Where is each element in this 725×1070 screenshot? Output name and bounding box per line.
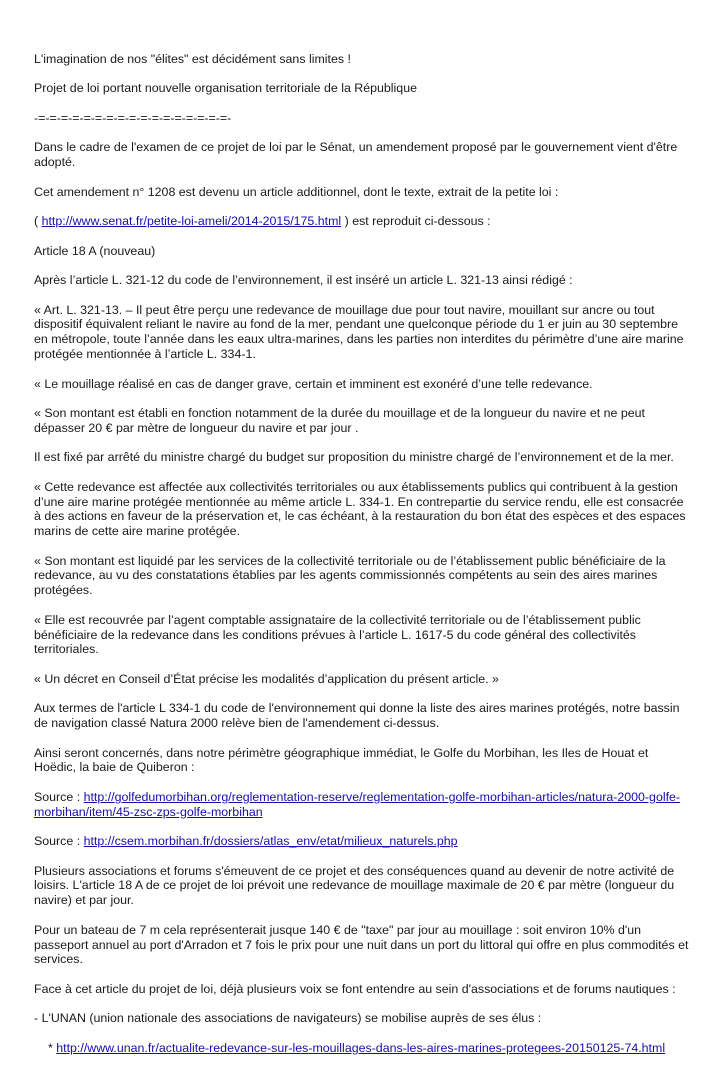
associations-paragraph: Plusieurs associations et forums s'émeuvent de ce projet et des conséquences quand au devenir de notre activité de loisirs. L'article 18 A de ce projet de loi prévoit une redevance de mouillage maximale de 20 € par mètre (longueur du navire) et par jour.: [34, 863, 675, 908]
context-paragraph: Dans le cadre de l'examen de ce projet de loi par le Sénat, un amendement proposé par le gouvernement vient d'être adopté.: [34, 140, 678, 170]
article-clause-2: « Le mouillage réalisé en cas de danger grave, certain et imminent est exonéré d’une telle redevance.: [34, 376, 593, 391]
article-intro: Après l’article L. 321-12 du code de l’environnement, il est inséré un article L. 321-13 ainsi rédigé :: [34, 273, 573, 288]
bullet-marker: *: [48, 1040, 57, 1055]
amendment-paragraph: Cet amendement n° 1208 est devenu un article additionnel, dont le texte, extrait de la petite loi :: [34, 184, 559, 199]
intro-line: L'imagination de nos "élites" est décidément sans limites !: [34, 52, 351, 66]
bill-title: Projet de loi portant nouvelle organisation territoriale de la République: [34, 81, 417, 96]
article-clause-4: Il est fixé par arrêté du ministre chargé du budget sur proposition du ministre chargé de l’environnement et de la mer.: [34, 450, 674, 465]
article-heading: Article 18 A (nouveau): [34, 243, 156, 258]
unan-link-bullet: [34, 1041, 690, 1056]
article-clause-1: « Art. L. 321-13. – Il peut être perçu une redevance de mouillage due pour tout navire, mouillant sur ancre ou tout dispositif équivalent reliant le navire au fond de la mer, pendant une quelconque période du 1 er juin au 30 septembre en métropole, toute l’année dans les eaux ultra-marines, dans les parties non interdites du périmètre d’une aire marine protégée mentionnée à l’article L. 334-1.: [34, 302, 684, 362]
source-label: Source :: [34, 834, 84, 849]
source-csem-paragraph: [34, 834, 690, 849]
voices-paragraph: Face à cet article du projet de loi, déjà plusieurs voix se font entendre au sein d'associations et de forums nautiques :: [34, 981, 676, 996]
article-clause-5: « Cette redevance est affectée aux collectivités territoriales ou aux établissements publics qui contribuent à la gestion d’une aire marine protégée mentionnée au même article L. 334-1. En contrepartie du service rendu, elle est consacrée à des actions en faveur de la préservation et, le cas échéant, à la restauration du bon état des espèces et des espaces marins de cette aire marine protégée.: [34, 479, 686, 539]
senat-link[interactable]: http://www.senat.fr/petite-loi-ameli/2014-2015/175.html: [41, 214, 342, 229]
document-body: [34, 52, 690, 1070]
article-clause-7: « Elle est recouvrée par l’agent comptable assignataire de la collectivité territoriale ou de l’établissement public bénéficiaire de la redevance dans les conditions prévues à l’article L. 1617-5 du code général des collectivités territoriales.: [34, 612, 641, 657]
cost-example-paragraph: Pour un bateau de 7 m cela représenterait jusque 140 € de "taxe" par jour au mouillage : soit environ 10% d'un passeport annuel au port d'Arradon et 7 fois le prix pour une nuit dans un port du littoral qui offre en plus commodités et services.: [34, 922, 689, 967]
source-golfe-paragraph: [34, 790, 690, 820]
article-clause-6: « Son montant est liquidé par les services de la collectivité territoriale ou de l’établissement public bénéficiaire de la redevance, au vu des constatations établies par les agents commissionnés compétents au sein des aires marines protégées.: [34, 553, 666, 598]
text-prefix: (: [34, 214, 42, 229]
source-label: Source :: [34, 789, 84, 804]
separator-line: -=-=-=-=-=-=-=-=-=-=-=-=-=-=-=-=-=-: [34, 110, 232, 125]
natura-paragraph: Aux termes de l'article L 334-1 du code de l'environnement qui donne la liste des aires marines protégés, notre bassin de navigation classé Natura 2000 relève bien de l'amendement ci-dessus.: [34, 701, 680, 731]
unan-link[interactable]: http://www.unan.fr/actualite-redevance-sur-les-mouillages-dans-les-aires-marines-protegees-20150125-74.html: [56, 1040, 666, 1055]
concerned-areas-paragraph: Ainsi seront concernés, dans notre périmètre géographique immédiat, le Golfe du Morbihan, les Iles de Houat et Hoëdic, la baie de Quiberon :: [34, 745, 649, 775]
golfe-morbihan-link[interactable]: http://golfedumorbihan.org/reglementation-reserve/reglementation-golfe-morbihan-articles/natura-2000-golfe-morbihan/item/45-zsc-zps-golfe-morbihan: [34, 789, 681, 819]
unan-paragraph: - L'UNAN (union nationale des associations de navigateurs) se mobilise auprès de ses élus :: [34, 1011, 542, 1026]
csem-link[interactable]: http://csem.morbihan.fr/dossiers/atlas_env/etat/milieux_naturels.php: [83, 834, 458, 849]
senat-source-paragraph: [34, 214, 690, 229]
article-clause-8: « Un décret en Conseil d’État précise les modalités d’application du présent article. »: [34, 671, 499, 686]
article-clause-3: « Son montant est établi en fonction notamment de la durée du mouillage et de la longueur du navire et ne peut dépasser 20 € par mètre de longueur du navire et par jour .: [34, 406, 645, 435]
text-suffix: ) est reproduit ci-dessous :: [341, 214, 491, 229]
